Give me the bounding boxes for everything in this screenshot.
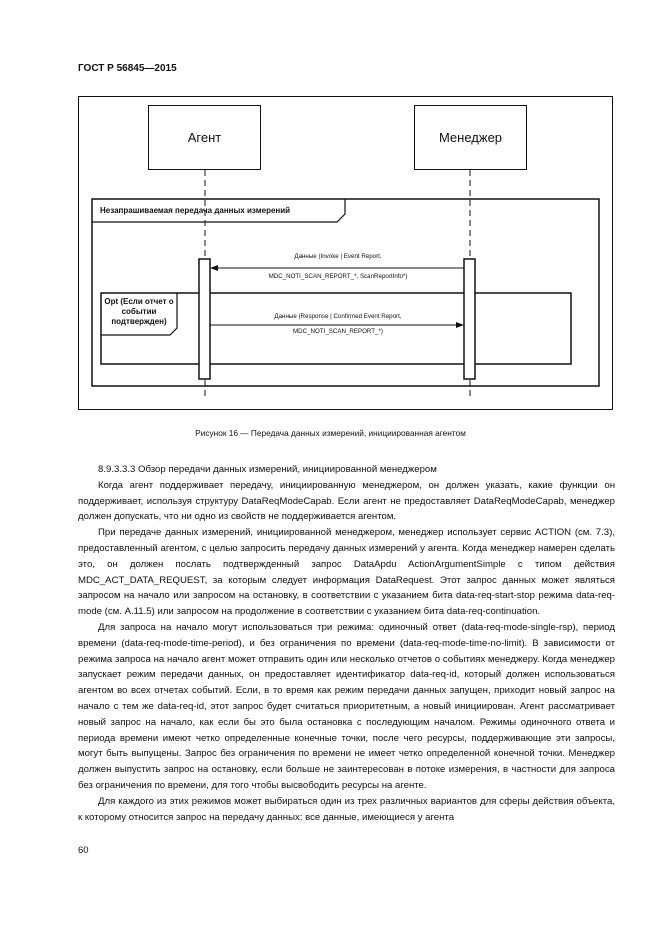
paragraph: Когда агент поддерживает передачу, инициированную менеджером, он должен указать, какие функции он поддерживает, используя структуру DataReqModeCapab. Если агент не предоставляет DataReqModeCapab, менеджер должен допускать, что ни одно из свойств не поддерживается агентом. bbox=[78, 479, 615, 523]
figure-caption: Рисунок 16 — Передача данных измерений, инициированная агентом bbox=[195, 428, 466, 438]
agent-activation bbox=[199, 259, 210, 379]
body-text bbox=[78, 462, 615, 825]
msg2-label-line2: MDC_NOTI_SCAN_REPORT_*) bbox=[293, 328, 383, 335]
manager-activation bbox=[464, 259, 475, 379]
msg1-label-line1: Данные (Invoke | Event Report, bbox=[294, 253, 382, 260]
section-heading: 8.9.3.3.3 Обзор передачи данных измерений, инициированной менеджером bbox=[98, 464, 437, 475]
document-header: ГОСТ Р 56845—2015 bbox=[78, 63, 177, 74]
msg1-label-line2: MDC_NOTI_SCAN_REPORT_*, ScanReportInfo*) bbox=[268, 273, 408, 280]
paragraph: Для запроса на начало могут использоваться три режима: одиночный ответ (data-req-mode-single-rsp), период времени (data-req-mode-time-period), и без ограничения по времени (data-req-mode-time-no-limit). В зависимости от режима запроса на начало агент может отправить один или несколько отчетов о событиях менеджеру. Когда менеджер запускает режим передачи данных, он предоставляет идентификатор data-req-id, который должен использоваться агентом во всех отчетах событий. Если, в то время как режим передачи данных запущен, приходит новый запрос на начало с тем же data-req-id, этот запрос будет считаться приоритетным, а новый инициирован. Агент рассматривает новый запрос на начало, как если бы это была остановка с последующим началом. Режимы одиночного ответа и периода времени имеют четко определенные конечные точки, после чего ресурсы, поддерживающие эти запросы, могут быть выпущены. Запрос без ограничения по времени не имеет четко определенной конечной точки. Менеджер должен выпустить запрос на остановку, если больше не заинтересован в потоке измерения, в частности для запроса без ограничения по времени, для того чтобы высвободить ресурсы на агенте. bbox=[78, 621, 615, 791]
manager-label: Менеджер bbox=[438, 130, 503, 145]
agent-label: Агент bbox=[187, 130, 222, 145]
manager-box bbox=[414, 105, 527, 170]
msg2-label-line1: Данные (Response | Confirmed Event Report, bbox=[274, 313, 402, 320]
page-number: 60 bbox=[78, 845, 89, 856]
paragraph: Для каждого из этих режимов может выбираться один из трех различных вариантов для сферы действия объекта, к которому относится запрос на передачу данных: все данные, имеющиеся у агента bbox=[78, 795, 615, 823]
paragraph: При передаче данных измерений, инициированной менеджером, менеджер использует сервис ACTION (см. 7.3), предоставленный агентом, с целью запросить передачу данных измерений у агента. Когда менеджер намерен сделать это, он должен послать подтвержденный запрос DataApdu ActionArgumentSimple с типом действия MDC_ACT_DATA_REQUEST, за которым следует информация DataRequest. Этот запрос данных может являться запросом на начало или запросом на остановку, в соответствии с указанием бита data-req-start-stop режима data-req-mode (см. А.11.5) или запросом на продолжение в соответствии с указанием бита data-req-continuation. bbox=[78, 527, 615, 618]
msg1-arrowhead bbox=[210, 265, 218, 271]
fragment-title: Незапрашиваемая передача данных измерений bbox=[100, 206, 291, 215]
agent-box bbox=[148, 105, 261, 170]
opt-label: Opt (Если отчет о событии подтвержден) bbox=[104, 297, 174, 326]
